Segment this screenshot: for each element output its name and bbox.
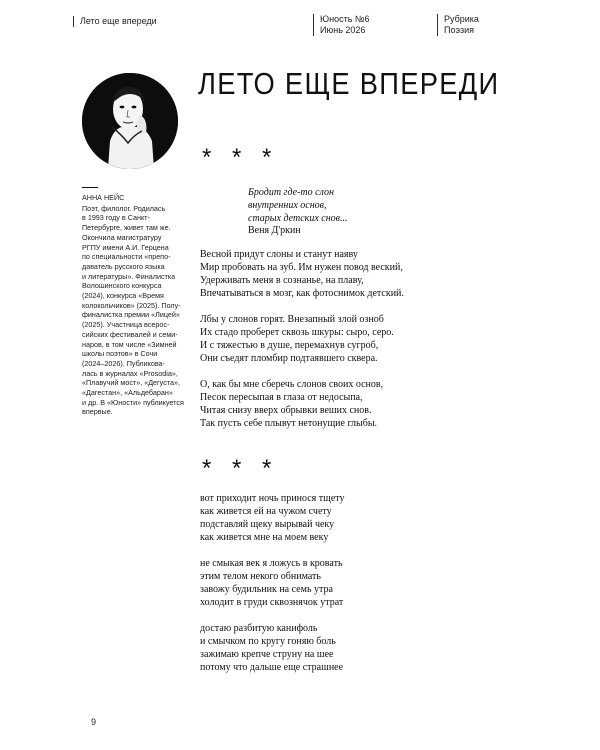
header-rubric-label: Рубрика (444, 14, 479, 24)
poem-line: О, как бы мне сберечь слонов своих основ, (200, 379, 384, 390)
poem-line: зажимаю крепче струну на шее (200, 649, 334, 660)
epigraph-author: Веня Д'ркин (248, 225, 301, 236)
header-issue-date: Июнь 2026 (320, 25, 366, 35)
poem-line: Мир пробовать на зуб. Им нужен повод веский, (200, 262, 403, 273)
poem-stanza (200, 622, 345, 674)
poem-line: как живется ей на чужом счету (200, 506, 332, 517)
poem-line: Их стадо проберет сквозь шкуры: сыро, серо. (200, 327, 394, 338)
poem-line: Весной придут слоны и станут наяву (200, 249, 358, 260)
header-rubric-value: Поэзия (444, 25, 474, 35)
poem-line: Так пусть себе плывут нетонущие глыбы. (200, 418, 378, 429)
poem-line: Удерживать меня в сознанье, на плаву, (200, 275, 364, 286)
author-bio (82, 193, 190, 417)
author-photo-image (82, 73, 178, 169)
poem-line: Лбы у слонов горят. Внезапный злой озноб (200, 314, 384, 325)
epigraph (248, 186, 348, 225)
poem-line: холодит в груди сквознячок утрат (200, 597, 344, 608)
poem-line: Впечатываться в мозг, как фотоснимок детский. (200, 288, 404, 299)
poem-line: завожу будильник на семь утра (200, 584, 333, 595)
poem-line: этим телом некого обнимать (200, 571, 321, 582)
poem-line: вот приходит ночь принося тщету (200, 493, 345, 504)
bio-divider (82, 187, 98, 188)
header-section (73, 16, 280, 27)
page-title: ЛЕТО ЕЩЕ ВПЕРЕДИ (198, 66, 500, 101)
epigraph-line: Бродит где-то слон (248, 187, 335, 198)
header-issue (313, 14, 430, 36)
page-number: 9 (91, 717, 97, 727)
header-magazine-issue: Юность №6 (320, 14, 370, 24)
header-section-title: Лето еще впереди (80, 16, 157, 26)
poem-stanza (200, 557, 345, 609)
author-photo (82, 73, 178, 169)
poem-stanza (200, 313, 404, 365)
running-header (0, 12, 600, 42)
poem-2 (200, 492, 345, 687)
poem-line: не смыкая век я ложусь в кровать (200, 558, 343, 569)
poem-stanza (200, 492, 345, 544)
poem-stanza (200, 378, 404, 430)
poem-line: как живется мне на моем веку (200, 532, 329, 543)
epigraph-line: старых детских снов... (248, 213, 348, 224)
poem-line: Читая снизу вверх обрывки веших снов. (200, 405, 372, 416)
epigraph-line: внутренних основ, (248, 200, 327, 211)
header-rubric (437, 14, 600, 36)
section-separator: * * * (202, 144, 279, 171)
poem-line: Они съедят пломбир подтаявшего сквера. (200, 353, 378, 364)
poem-line: И с тяжестью в душе, перемахнув сугроб, (200, 340, 379, 351)
poem-stanza (200, 248, 404, 300)
section-separator: * * * (202, 455, 279, 482)
poem-line: Песок пересыпая в глаза от недосыпа, (200, 392, 363, 403)
poem-line: подставляй щеку вырывай чеку (200, 519, 335, 530)
poem-line: достаю разбитую канифоль (200, 623, 318, 634)
poem-1 (200, 248, 404, 443)
poem-line: потому что дальше еще страшнее (200, 662, 344, 673)
poem-line: и смычком по кругу гоняю боль (200, 636, 336, 647)
author-bio-text: Поэт, филолог. Родилась в 1993 году в Санкт- Петербурге, живет там же. Окончила магистратуру РГПУ имени А.И. Герцена по специальности «препо- даватель русского языка и литературы». Финалистка Волошинского конкурса (2024), конкурса «Время колокольчиков» (2025). Полу- финалистка премии «Лицей» (2025). Участница всерос- сийских фестивалей и семи- наров, в том числе «Зимней школы поэтов» в Сочи (2024–2026). Публикова- лась в журналах «Prosodia», «Плавучий мост», «Дегуста», «Дагестан», «Альдебаран» и др. В «Юности» публикуется впервые. (82, 203, 184, 417)
author-name: АННА НЕЙС (82, 193, 125, 202)
